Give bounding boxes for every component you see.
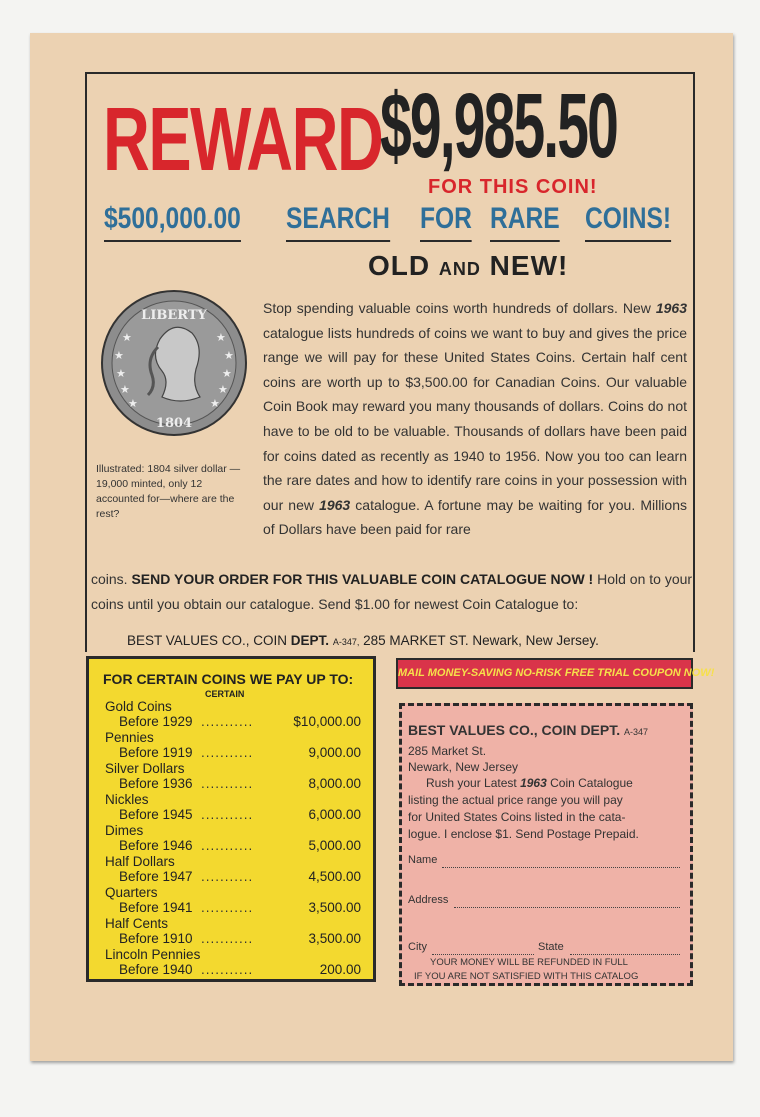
year-label: Before 1946 [119,838,193,853]
dot-leader: ........... [201,869,254,884]
refund-line-1: YOUR MONEY WILL BE REFUNDED IN FULL [430,957,628,968]
ad-body-line-2: coins until you obtain our catalogue. Send $1.00 for newest Coin Catalogue to: [91,596,579,612]
price-value: 5,000.00 [308,838,361,853]
search-rare: RARE [490,200,560,242]
year-label: Before 1929 [119,714,193,729]
svg-text:★: ★ [218,383,228,396]
price-value: 4,500.00 [308,869,361,884]
coupon-line-3: for United States Coins listed in the cata- [408,810,626,824]
coupon-line-4: logue. I enclose $1. Send Postage Prepaid. [408,827,639,841]
year-label: Before 1910 [119,931,193,946]
price-value: 200.00 [319,962,361,977]
svg-text:★: ★ [120,383,130,396]
svg-text:★: ★ [122,331,132,344]
svg-text:★: ★ [216,331,226,344]
svg-text:★: ★ [224,349,234,362]
category-label: Pennies [105,730,154,745]
category-label: Silver Dollars [105,761,185,776]
svg-text:★: ★ [114,349,124,362]
ad-body-line-1: coins. SEND YOUR ORDER FOR THIS VALUABLE COIN CATALOGUE NOW ! Hold on to your [91,571,693,587]
dot-leader: ........... [201,838,254,853]
dot-leader: ........... [201,931,254,946]
city-field[interactable] [432,944,534,955]
search-coins: COINS! [585,200,671,242]
coupon-line-2: listing the actual price range you will pay [408,793,623,807]
ad-body-text: Stop spending valuable coins worth hundreds of dollars. New 1963 catalogue lists hundreds of coins we want to buy and gives the price range we will pay for these United States Coins. Certain half cent coins are worth up to $3,500.00 for Canadian Coins. Our valuable Coin Book may reward you many thousands of dollars. Coins do not have to be old to be valuable. Thousands of dollars have been paid for coins dated as recently as 1940 to 1956. Now you too can learn the rare dates and how to identify rare coins in your possession with our new 1963 catalogue. A fortune may be waiting for you. Millions of Dollars have been paid for rare [263,300,687,538]
price-value: $10,000.00 [293,714,361,729]
coupon-city: Newark, New Jersey [408,760,519,774]
category-label: Dimes [105,823,144,838]
dot-leader: ........... [201,714,254,729]
year-label: Before 1941 [119,900,193,915]
search-amount: $500,000.00 [104,200,241,242]
state-label: State [538,941,564,953]
reward-headline: REWARD [103,90,383,190]
category-label: Nickles [105,792,149,807]
category-label: Lincoln Pennies [105,947,201,962]
search-for: FOR [420,200,472,242]
category-label: Quarters [105,885,158,900]
svg-text:★: ★ [116,367,126,380]
name-field[interactable] [442,857,680,868]
coin-caption: Illustrated: 1804 silver dollar — 19,000 minted, only 12 accounted for—where are the rest? [96,463,241,520]
refund-line-2: IF YOU ARE NOT SATISFIED WITH THIS CATALOG [414,971,639,982]
price-value: 9,000.00 [308,745,361,760]
year-label: Before 1945 [119,807,193,822]
price-value: 3,500.00 [308,900,361,915]
category-label: Gold Coins [105,699,172,714]
price-value: 6,000.00 [308,807,361,822]
coupon-street: 285 Market St. [408,744,487,758]
svg-text:★: ★ [128,397,138,410]
reward-amount: $9,985.50 [380,75,618,177]
address-label: Address [408,894,449,906]
coin-year: 1804 [155,416,193,431]
svg-text:★: ★ [222,367,232,380]
name-label: Name [408,854,438,866]
for-this-coin: FOR THIS COIN! [428,176,598,198]
dot-leader: ........... [201,900,254,915]
year-label: Before 1919 [119,745,193,760]
svg-text:★: ★ [210,397,220,410]
dot-leader: ........... [201,745,254,760]
coin-legend: LIBERTY [141,308,207,323]
dot-leader: ........... [201,962,254,977]
dot-leader: ........... [201,807,254,822]
category-label: Half Dollars [105,854,175,869]
order-address: BEST VALUES CO., COIN DEPT. A-347, 285 MARKET ST. Newark, New Jersey. [127,633,599,648]
year-label: Before 1936 [119,776,193,791]
coupon-company: BEST VALUES CO., COIN DEPT. A-347 [408,722,649,738]
category-label: Half Cents [105,916,169,931]
search-word: SEARCH [286,200,390,242]
price-value: 3,500.00 [308,931,361,946]
order-coupon[interactable] [399,703,693,986]
state-field[interactable] [570,944,680,955]
pay-table [86,656,376,982]
dot-leader: ........... [201,776,254,791]
city-label: City [408,941,427,953]
coupon-line-1: Rush your Latest 1963 Coin Catalogue [426,776,633,790]
search-headline [104,200,694,244]
old-and-new: OLD AND NEW! [368,250,569,281]
address-field[interactable] [454,897,680,908]
pay-table-certain: CERTAIN [205,689,245,699]
silver-dollar-coin-illustration [100,289,248,437]
year-label: Before 1947 [119,869,193,884]
price-value: 8,000.00 [308,776,361,791]
pay-table-title: FOR CERTAIN COINS WE PAY UP TO: [103,671,354,687]
mail-coupon-banner: MAIL MONEY-SAVING NO-RISK FREE TRIAL COUPON NOW! [396,658,693,689]
year-label: Before 1940 [119,962,193,977]
